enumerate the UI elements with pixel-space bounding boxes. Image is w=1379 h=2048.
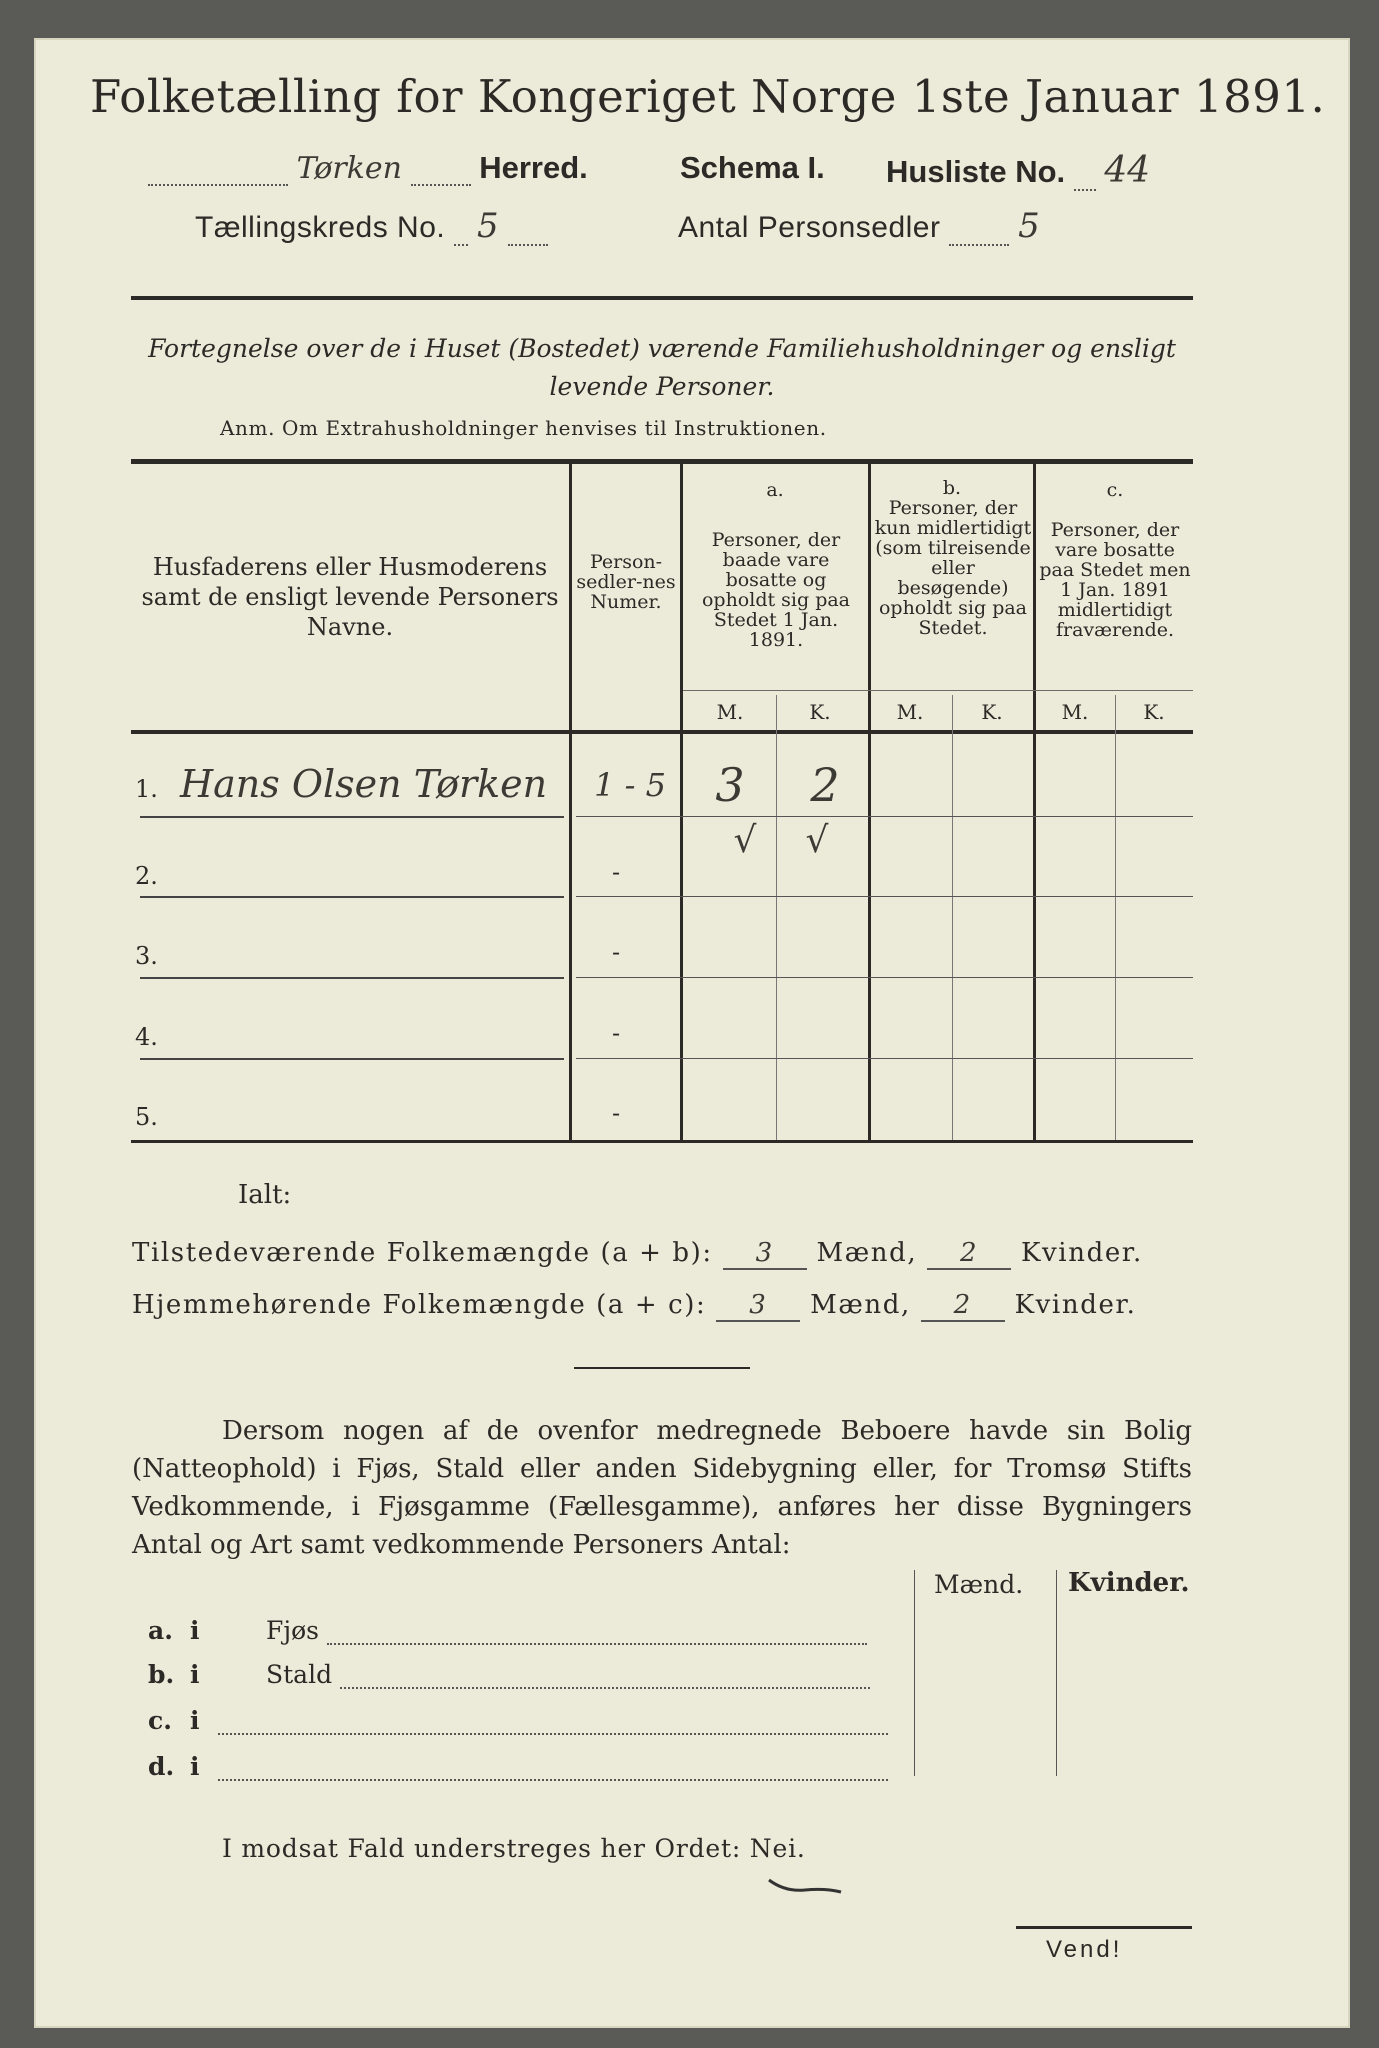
col-header-name: Husfaderens eller Husmoderens samt de ensligt levende Personers Navne. (141, 553, 559, 641)
total-line-2-k: 2 (921, 1290, 1005, 1322)
divider (574, 1367, 750, 1369)
row1-check-m: √ (733, 820, 757, 861)
intro-text: Fortegnelse over de i Huset (Bostedet) værende Familiehusholdninger og ensligt levende Personer. (148, 334, 1176, 401)
col-header-c: Personer, der vare bosatte paa Stedet men 1 Jan. 1891 midlertidigt fraværende. (1039, 519, 1191, 641)
total-line-2: Hjemmehørende Folkemængde (a + c): 3 Mænd, 2 Kvinder. (132, 1290, 1137, 1320)
building-row-b: b. i Stald (148, 1660, 902, 1689)
husliste-value: 44 (1104, 150, 1151, 191)
row-number-5: 5. (135, 1103, 158, 1131)
total-line-2-m: 3 (716, 1290, 800, 1322)
nei-underline (765, 1874, 845, 1898)
herred-value: Tørken (296, 151, 402, 186)
a-m-label: M. (716, 700, 744, 724)
row-name-1: Hans Olsen Tørken (180, 762, 548, 806)
husliste-line (886, 150, 1150, 191)
row1-check-k: √ (805, 820, 829, 861)
total-line-1: Tilstedeværende Folkemængde (a + b): 3 Mænd, 2 Kvinder. (132, 1238, 1143, 1268)
row-number-3: 3. (135, 942, 158, 970)
herred-line (148, 150, 588, 186)
b-m-label: M. (896, 700, 924, 724)
total-line-1-m: 3 (723, 1238, 807, 1270)
herred-label: Herred. (479, 150, 588, 185)
col-header-numer: Person-sedler-nes Numer. (576, 551, 676, 613)
col-c-letter: c. (1106, 479, 1124, 501)
col-b-letter: b. (942, 477, 962, 499)
dwelling-paragraph: Dersom nogen af de ovenfor medregnede Beboere havde sin Bolig (Natteophold) i Fjøs, Stald eller anden Sidebygning eller, for Tromsø Stifts Vedkommende, i Fjøsgamme (Fællesgamme), anføres her disse Bygningers Antal og Art samt vedkommende Personers Antal: (132, 1416, 1192, 1560)
anm-note: Anm. Om Extrahusholdninger henvises til Instruktionen. (220, 416, 827, 440)
row1-a-m: 3 (715, 758, 745, 812)
row-number-1: 1. (135, 775, 158, 803)
row1-a-k: 2 (810, 758, 840, 812)
nei-text: I modsat Fald understreges her Ordet: Nei. (222, 1834, 806, 1863)
b-k-label: K. (981, 700, 1003, 724)
c-k-label: K. (1143, 700, 1165, 724)
row-number-4: 4. (135, 1023, 158, 1051)
row-numer-1: 1 - 5 (594, 766, 666, 804)
building-row-c: c. i (148, 1706, 902, 1735)
personsedler-line (678, 206, 1040, 246)
personsedler-label: Antal Personsedler (678, 211, 941, 244)
husliste-label: Husliste No. (886, 154, 1066, 189)
col-header-b: Personer, der kun midlertidigt (som tilreisende eller besøgende) opholdt sig paa Stedet. (874, 497, 1032, 639)
row-numer-2: - (611, 858, 621, 886)
row-number-2: 2. (135, 862, 158, 890)
c-m-label: M. (1061, 700, 1089, 724)
total-line-1-label: Tilstedeværende Folkemængde (a + b): (132, 1238, 713, 1268)
buildings-kvinder: Kvinder. (1068, 1568, 1190, 1598)
col-header-a: Personer, der baade vare bosatte og opholdt sig paa Stedet 1 Jan. 1891. (701, 529, 851, 651)
buildings-maend: Mænd. (934, 1570, 1024, 1599)
personsedler-value: 5 (1018, 206, 1041, 246)
col-a-letter: a. (766, 479, 784, 501)
kreds-value: 5 (476, 206, 500, 246)
total-line-2-label: Hjemmehørende Folkemængde (a + c): (132, 1290, 707, 1320)
row-numer-4: - (611, 1019, 621, 1047)
table-bottom-rule (131, 1140, 1193, 1143)
total-line-1-k: 2 (927, 1238, 1011, 1270)
building-row-d: d. i (148, 1752, 902, 1781)
row-numer-3: - (611, 938, 621, 966)
kreds-line (195, 206, 548, 246)
building-row-a: a. i Fjøs (148, 1616, 902, 1645)
schema-label: Schema I. (680, 150, 825, 185)
ialt-label: Ialt: (238, 1180, 292, 1210)
a-k-label: K. (809, 700, 831, 724)
vend-label: Vend! (1046, 1936, 1123, 1963)
form-title: Folketælling for Kongeriget Norge 1ste Januar 1891. (90, 70, 1326, 123)
header-rule (131, 296, 1193, 300)
kreds-label: Tællingskreds No. (195, 211, 446, 244)
row-numer-5: - (611, 1099, 621, 1127)
